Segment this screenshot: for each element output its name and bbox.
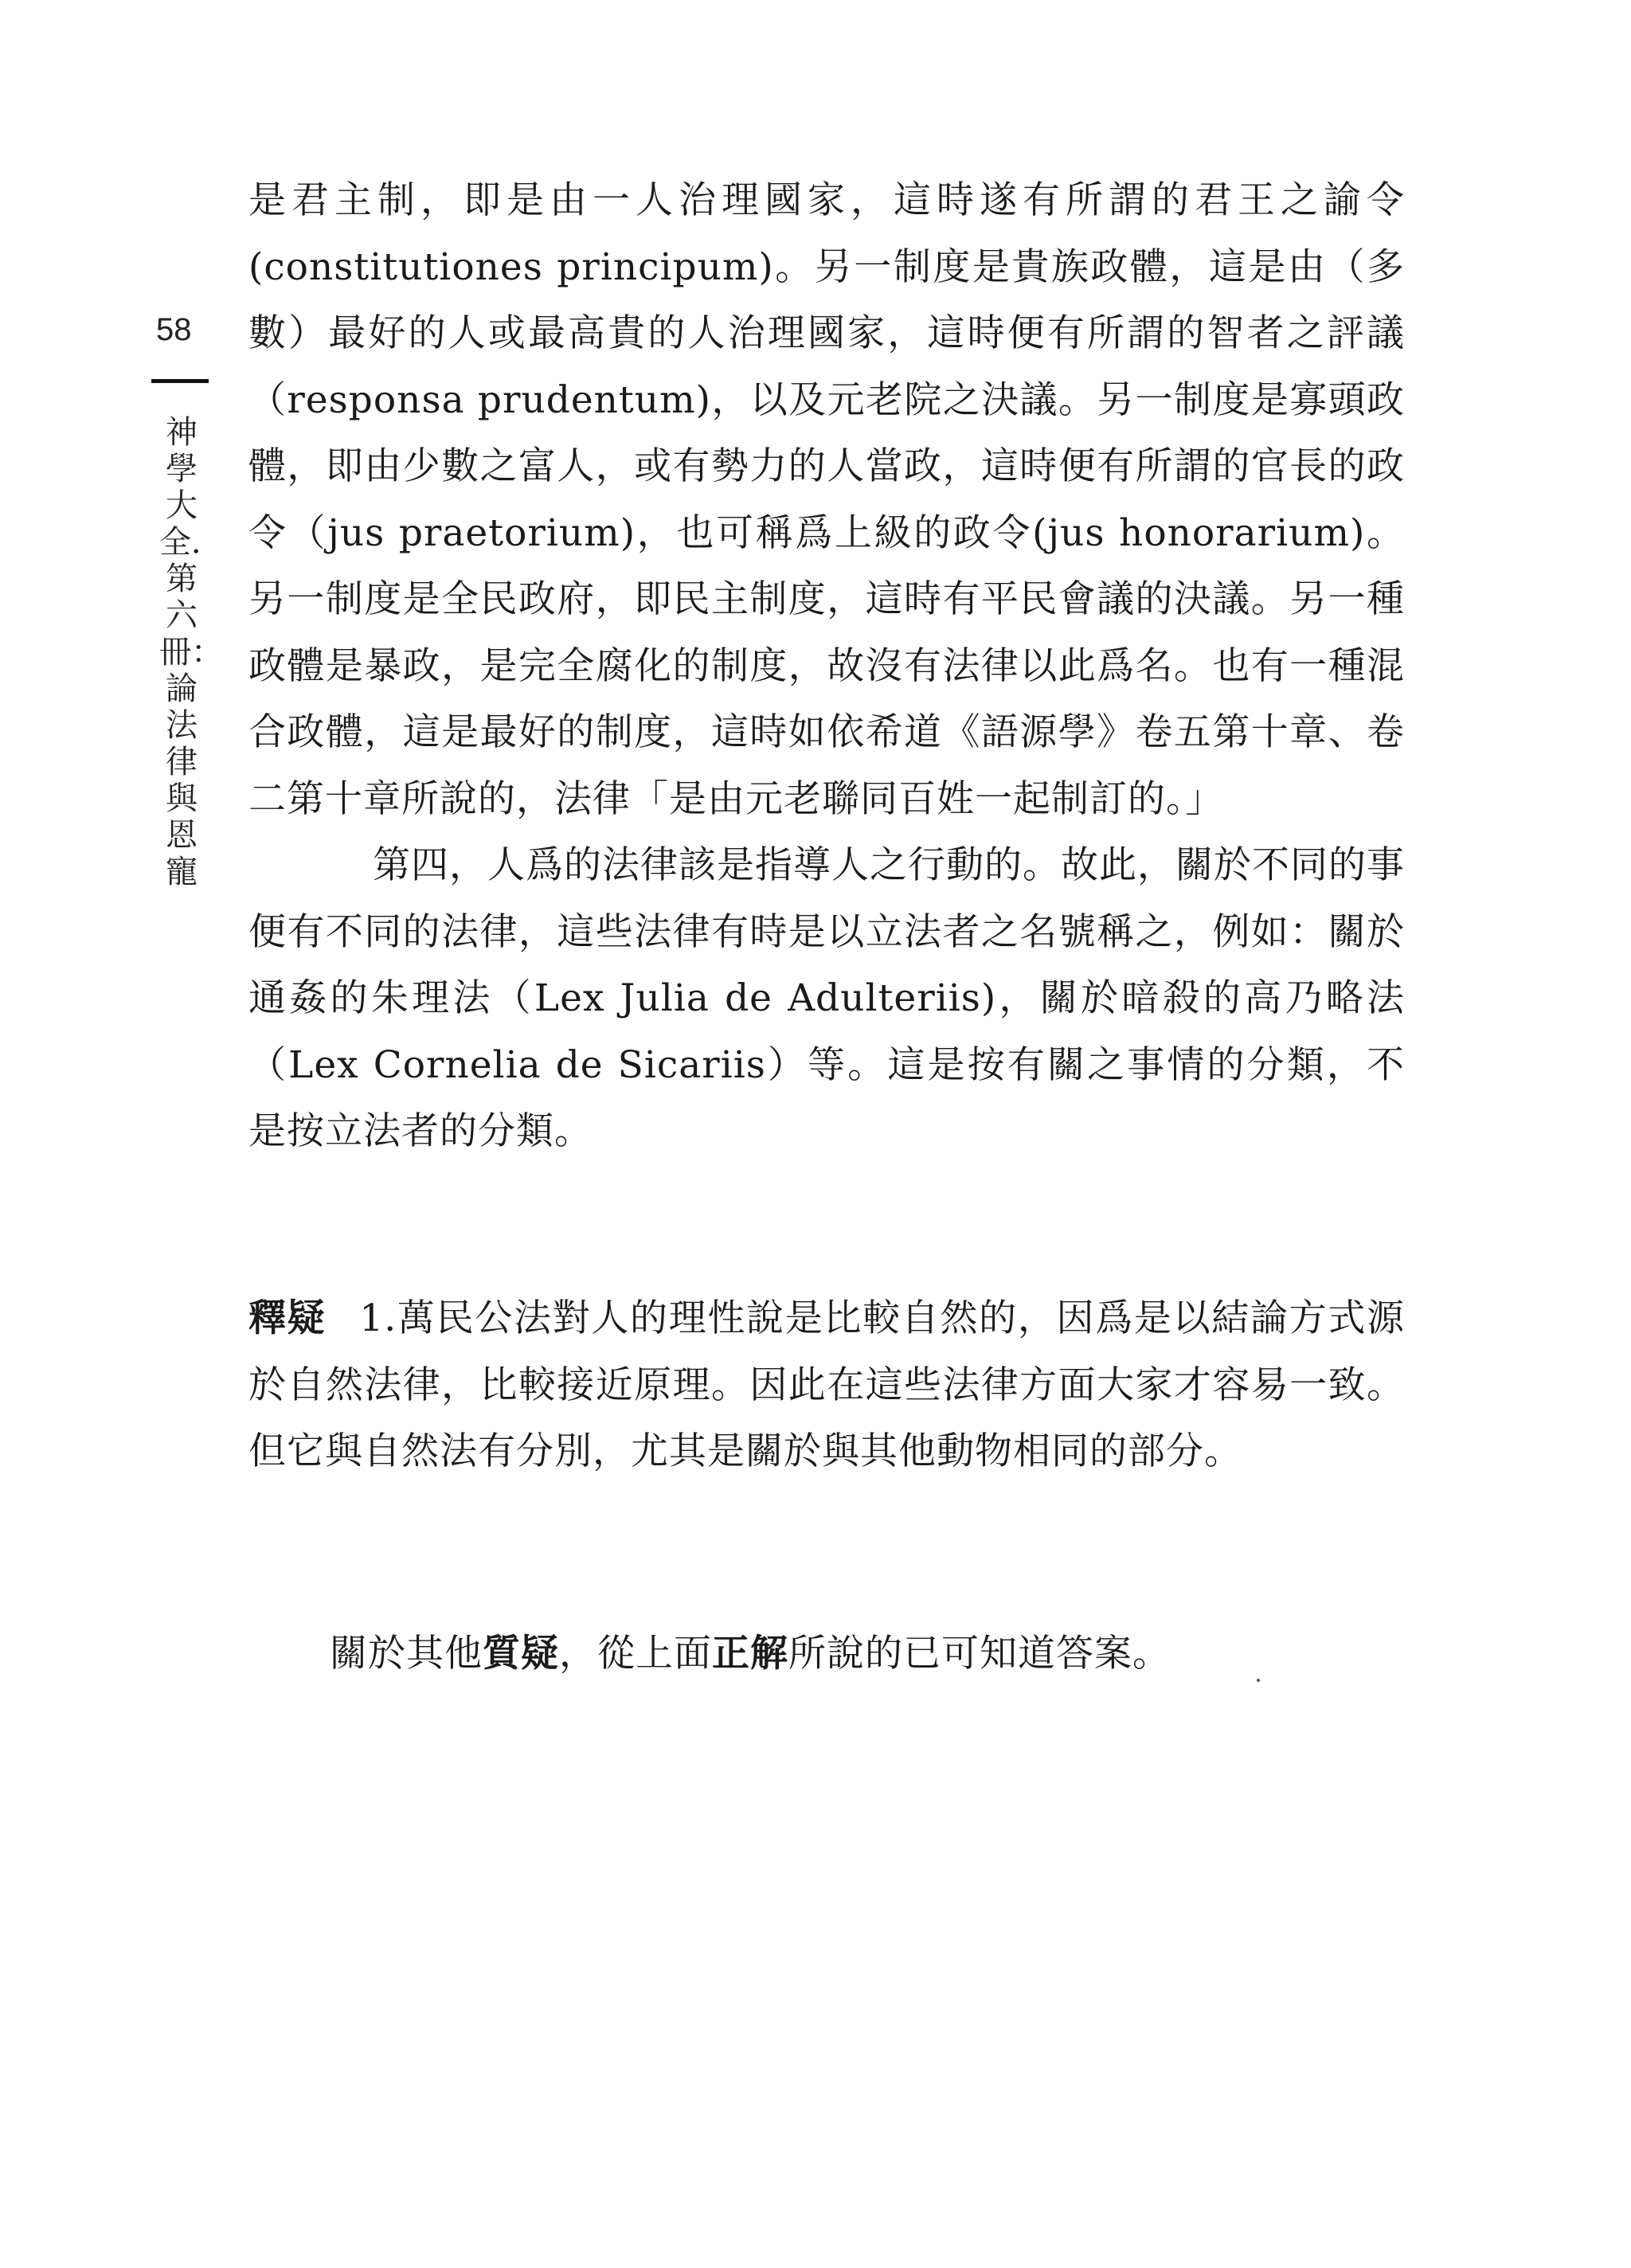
paragraph-governments: 是君主制，即是由一人治理國家，這時遂有所謂的君王之諭令(constitutiones principum)。另一制度是貴族政體，這是由（多數）最好的人或最高貴的人治理國家，這時便有所謂的智者之評議（responsa prudentum)，以及元老院之決議。另一制度是寡頭政體，即由少數之富人，或有勢力的人當政，這時便有所謂的官長的政令（jus praetorium)，也可稱爲上級的政令(jus honorarium)。另一制度是全民政府，即民主制度，這時有平民會議的決議。另一種政體是暴政，是完全腐化的制度，故沒有法律以此爲名。也有一種混合政體，這是最好的制度，這時如依希道《語源學》卷五第十章、卷二第十章所說的，法律「是由元老聯同百姓一起制訂的。」 — [248, 178, 1405, 821]
closing-suffix: 所說的已可知道答案。 — [788, 1632, 1171, 1676]
main-text — [248, 167, 1405, 1165]
objection-reply — [248, 1285, 1405, 1485]
closing-bold-objections: 質疑 — [483, 1632, 559, 1676]
objection-text: 1.萬民公法對人的理性說是比較自然的，因爲是以結論方式源於自然法律，比較接近原理。因此在這些法律方面大家才容易一致。但它與自然法有分別，尤其是關於與其他動物相同的部分。 — [248, 1296, 1406, 1473]
margin-rule — [151, 379, 209, 383]
paragraph-fourth: 第四，人爲的法律該是指導人之行動的。故此，關於不同的事便有不同的法律，這些法律有時是以立法者之名號稱之，例如：關於通姦的朱理法（Lex Julia de Adulteriis)，關於暗殺的高乃略法（Lex Cornelia de Sicariis）等。這是按有關之事情的分類，不是按立法者的分類。 — [248, 843, 1405, 1153]
closing-bold-answer: 正解 — [712, 1632, 788, 1676]
running-title: 神學大全．第六冊：論法律與恩寵 — [159, 414, 223, 890]
scan-speck — [1257, 1679, 1260, 1682]
closing-line — [330, 1621, 1405, 1687]
page-number: 58 — [156, 312, 192, 347]
objection-label: 釋疑 — [248, 1296, 327, 1340]
closing-prefix: 關於其他 — [330, 1632, 483, 1676]
objection-paragraph — [248, 1285, 1405, 1485]
closing-middle: ，從上面 — [559, 1632, 712, 1676]
